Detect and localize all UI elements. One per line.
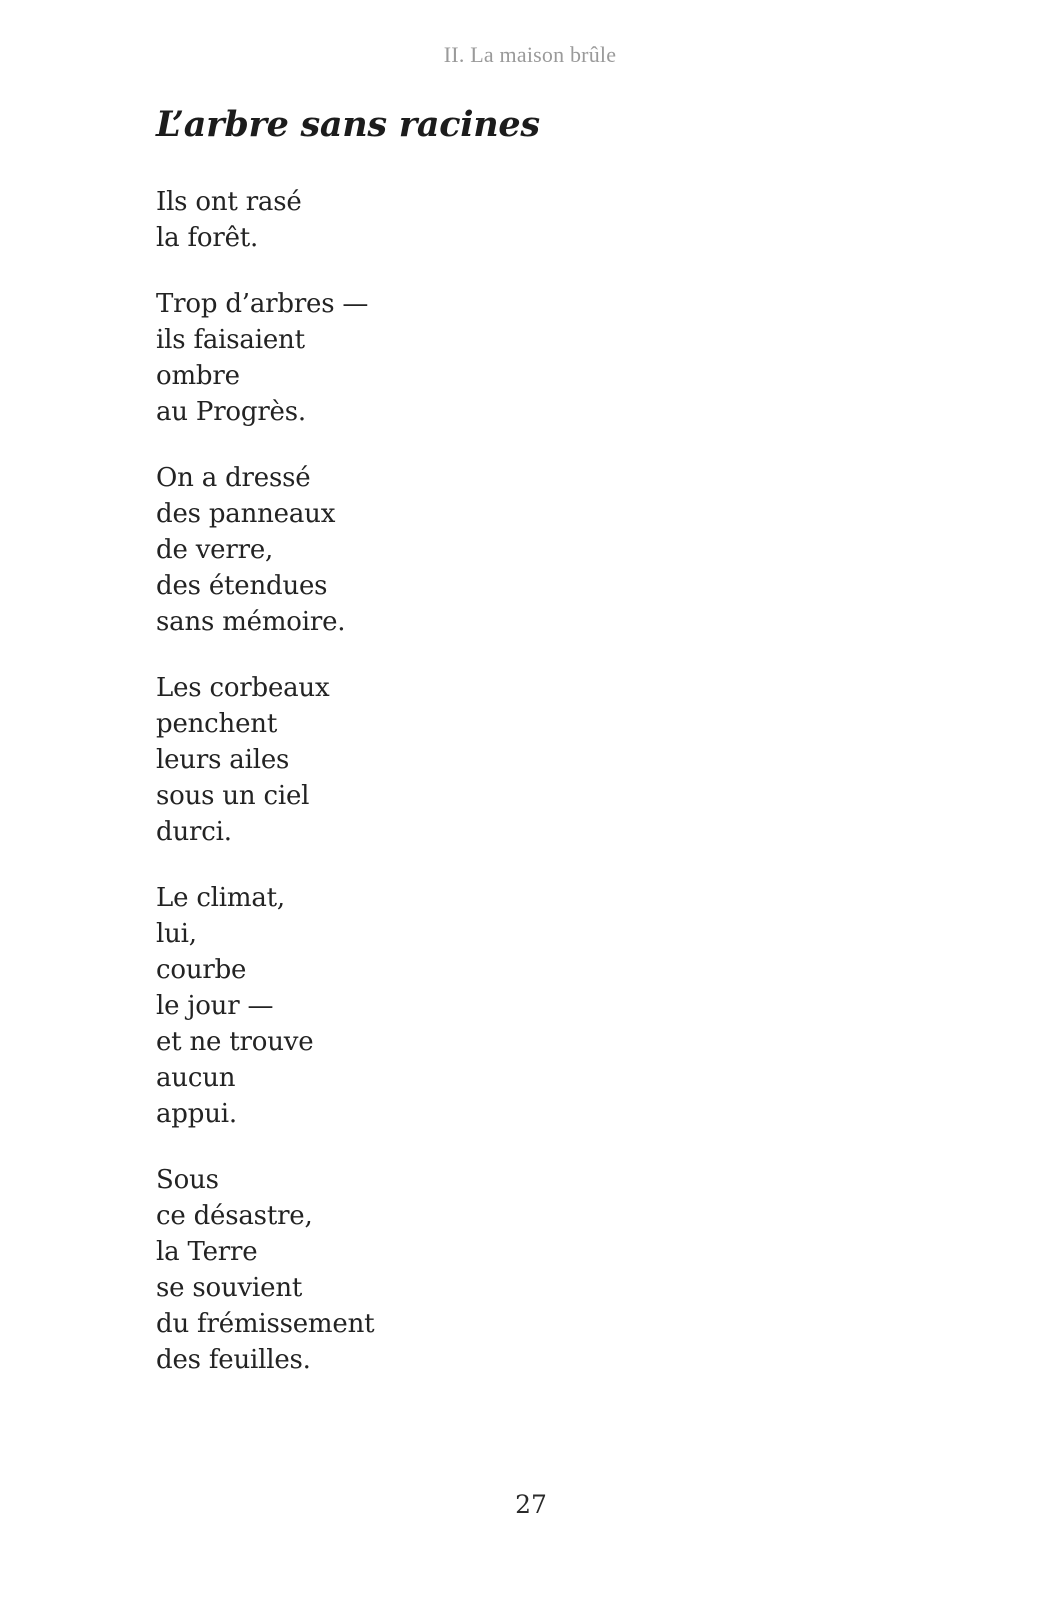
- poem-line: ils faisaient: [156, 325, 305, 355]
- poem-line: des panneaux: [156, 499, 336, 529]
- poem-line: lui,: [156, 919, 197, 949]
- poem-line: penchent: [156, 709, 278, 739]
- poem-line: courbe: [156, 955, 247, 985]
- poem-line: Trop d’arbres —: [156, 289, 369, 319]
- poem-line: du frémissement: [156, 1309, 375, 1339]
- stanza-2: [156, 286, 374, 430]
- stanza-6: [156, 1162, 374, 1378]
- stanza-3: [156, 460, 374, 640]
- poem-line: Ils ont rasé: [156, 187, 302, 217]
- poem-body: [156, 184, 374, 1408]
- poem-line: la forêt.: [156, 223, 259, 253]
- poem-line: ce désastre,: [156, 1201, 313, 1231]
- poem-line: aucun: [156, 1063, 236, 1093]
- stanza-5: [156, 880, 374, 1132]
- poem-line: sans mémoire.: [156, 607, 346, 637]
- page-number: 27: [515, 1490, 547, 1519]
- stanza-1: [156, 184, 374, 256]
- poem-line: durci.: [156, 817, 232, 847]
- poem-line: On a dressé: [156, 463, 311, 493]
- poem-line: appui.: [156, 1099, 237, 1129]
- poem-line: des feuilles.: [156, 1345, 311, 1375]
- poem-line: leurs ailes: [156, 745, 290, 775]
- poem-line: de verre,: [156, 535, 274, 565]
- poem-line: des étendues: [156, 571, 328, 601]
- stanza-4: [156, 670, 374, 850]
- poem-line: le jour —: [156, 991, 274, 1021]
- poem-line: Les corbeaux: [156, 673, 330, 703]
- poem-line: au Progrès.: [156, 397, 306, 427]
- poem-title: L’arbre sans racines: [156, 104, 540, 145]
- poem-line: se souvient: [156, 1273, 303, 1303]
- running-header: II. La maison brûle: [443, 42, 617, 67]
- poem-line: Le climat,: [156, 883, 285, 913]
- poem-line: la Terre: [156, 1237, 258, 1267]
- poem-line: ombre: [156, 361, 240, 391]
- poem-line: et ne trouve: [156, 1027, 314, 1057]
- poem-line: sous un ciel: [156, 781, 310, 811]
- poem-line: Sous: [156, 1165, 219, 1195]
